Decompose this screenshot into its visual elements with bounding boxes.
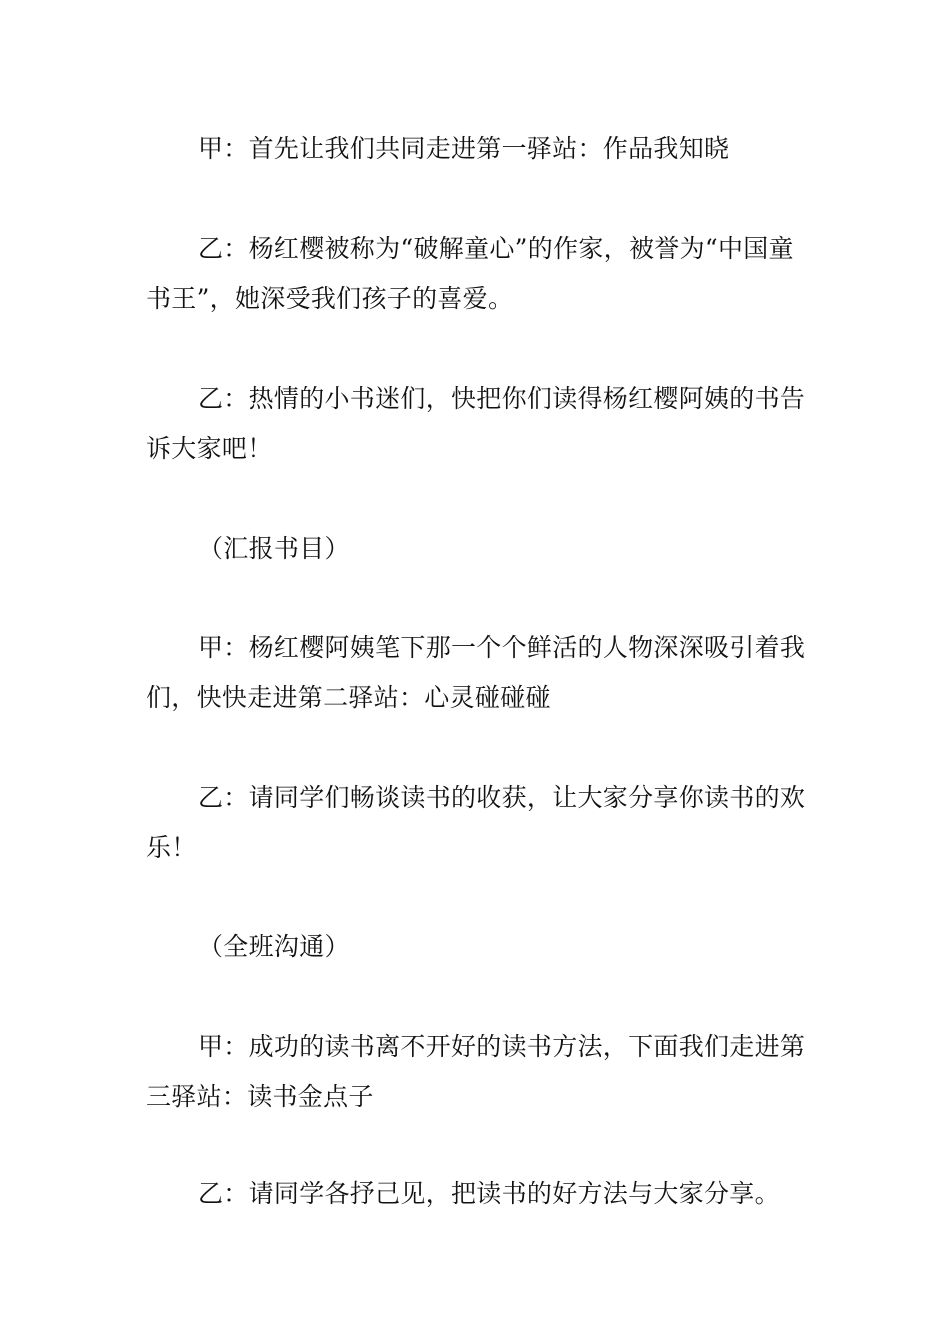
paragraph-8: 甲：成功的读书离不开好的读书方法，下面我们走进第三驿站：读书金点子: [146, 1032, 806, 1111]
paragraph-2: 乙：杨红樱被称为“破解童心”的作家，被誉为“中国童书王”，她深受我们孩子的喜爱。: [146, 234, 794, 313]
paragraph-1: 甲：首先让我们共同走进第一驿站：作品我知晓: [198, 134, 730, 163]
paragraph-6: 乙：请同学们畅谈读书的收获，让大家分享你读书的欢乐！: [146, 783, 806, 862]
paragraph-3: 乙：热情的小书迷们，快把你们读得杨红樱阿姨的书告诉大家吧！: [146, 384, 806, 463]
paragraph-5: 甲：杨红樱阿姨笔下那一个个鲜活的人物深深吸引着我们，快快走进第二驿站：心灵碰碰碰: [146, 633, 806, 712]
paragraph-7: （全班沟通）: [198, 932, 350, 961]
paragraph-9: 乙：请同学各抒己见，把读书的好方法与大家分享。: [198, 1179, 780, 1208]
paragraph-4: （汇报书目）: [198, 534, 350, 563]
